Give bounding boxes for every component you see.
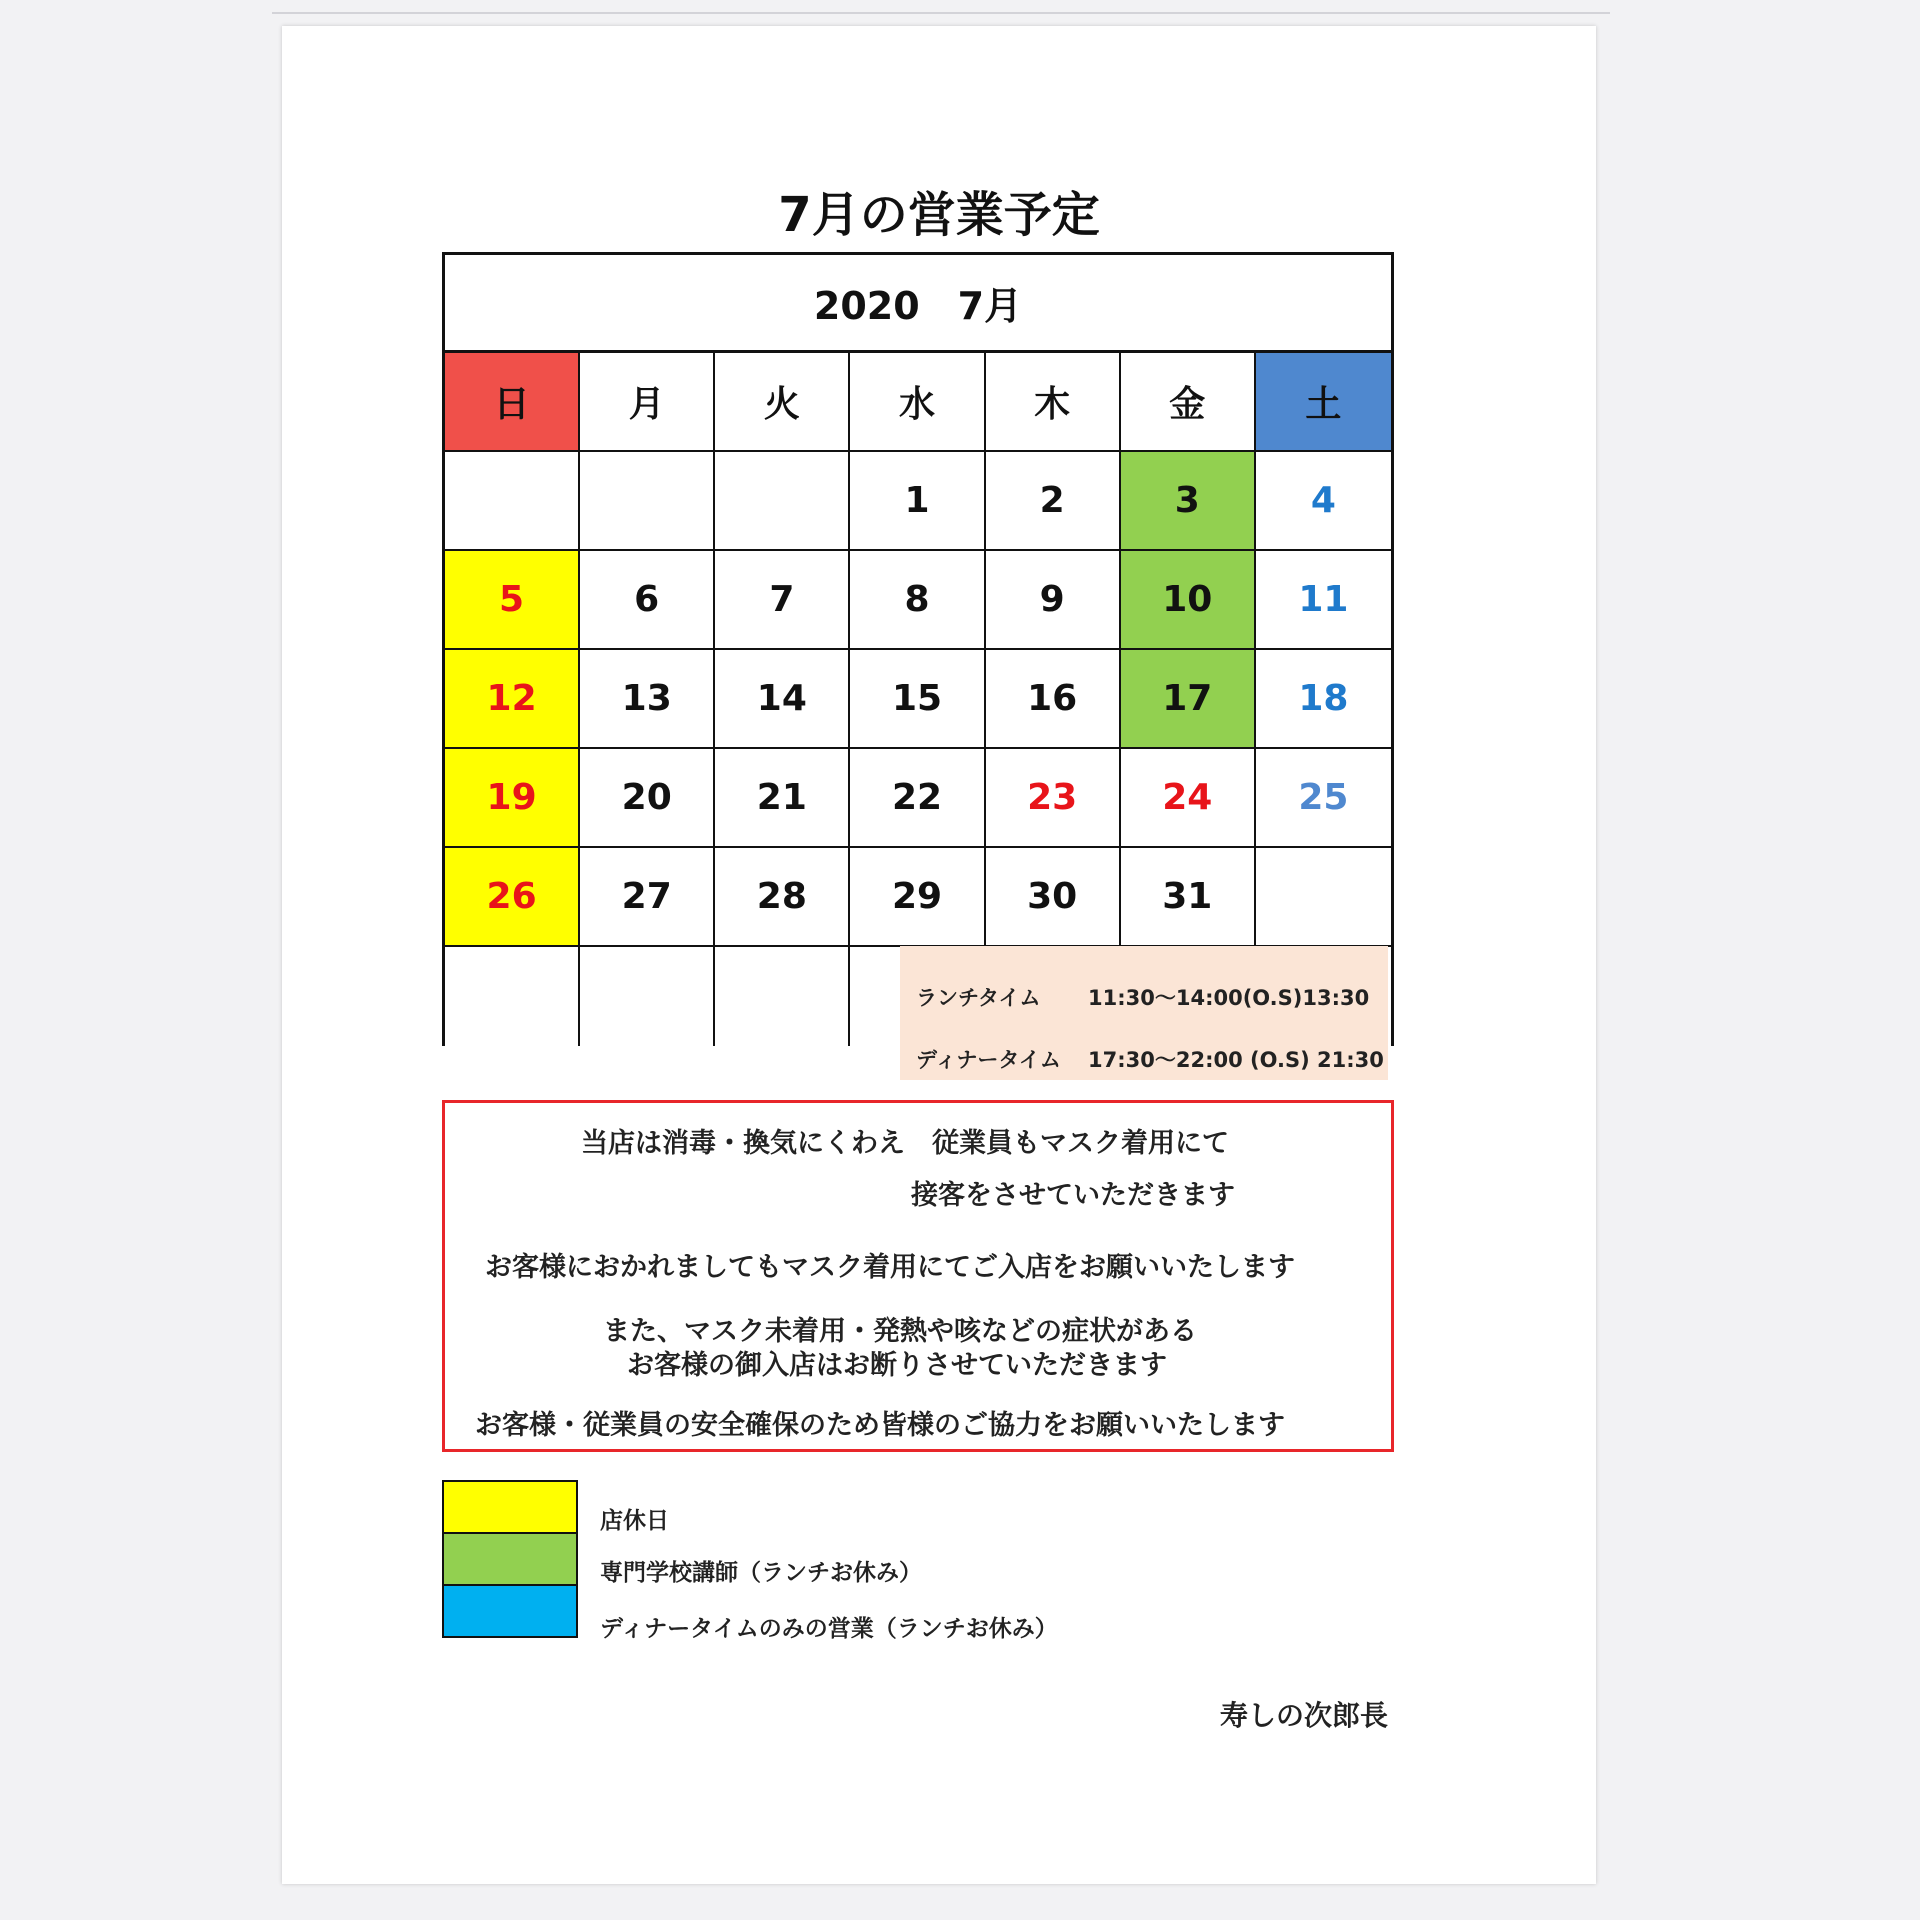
calendar-day-cell: 17 [1121, 650, 1256, 749]
notice-line-1: 当店は消毒・換気にくわえ 従業員もマスク着用にて [581, 1128, 1229, 1159]
calendar-month-header: 2020 7月 [445, 255, 1391, 353]
top-divider [272, 12, 1610, 14]
calendar-day-cell: 14 [715, 650, 850, 749]
calendar-day-cell: 12 [445, 650, 580, 749]
calendar-day-cell: 3 [1121, 452, 1256, 551]
legend-label-lecturer: 専門学校講師（ランチお休み） [600, 1560, 922, 1586]
weekday-header: 金 [1121, 353, 1256, 452]
calendar-day-cell [715, 947, 850, 1046]
calendar-day-cell [580, 452, 715, 551]
legend-label-closed: 店休日 [600, 1508, 669, 1534]
calendar-day-cell: 18 [1256, 650, 1391, 749]
legend-label-dinner-only: ディナータイムのみの営業（ランチお休み） [600, 1616, 1058, 1642]
covid-notice-box [442, 1100, 1394, 1452]
calendar-day-cell: 2 [986, 452, 1121, 551]
calendar-day-cell: 5 [445, 551, 580, 650]
lunch-hours-row [916, 982, 1369, 1012]
calendar-day-cell: 8 [850, 551, 985, 650]
dinner-hours-row [916, 1044, 1384, 1074]
calendar-day-cell: 15 [850, 650, 985, 749]
calendar-day-cell: 31 [1121, 848, 1256, 947]
business-hours-box [900, 946, 1388, 1080]
calendar-day-cell [445, 947, 580, 1046]
calendar-day-cell: 24 [1121, 749, 1256, 848]
calendar-day-cell [445, 452, 580, 551]
shop-signature: 寿しの次郎長 [1219, 1699, 1388, 1732]
calendar-day-cell: 20 [580, 749, 715, 848]
notice-line-6: お客様・従業員の安全確保のため皆様のご協力をお願いいたします [475, 1410, 1285, 1441]
weekday-header: 水 [850, 353, 985, 452]
calendar-day-cell: 25 [1256, 749, 1391, 848]
calendar-day-cell [1256, 848, 1391, 947]
calendar-day-cell: 10 [1121, 551, 1256, 650]
notice-line-5: お客様の御入店はお断りさせていただきます [627, 1350, 1167, 1381]
calendar-day-cell: 29 [850, 848, 985, 947]
page-title: 7月の営業予定 [778, 187, 1100, 243]
weekday-header: 日 [445, 353, 580, 452]
weekday-header: 土 [1256, 353, 1391, 452]
calendar-day-cell: 19 [445, 749, 580, 848]
weekday-header: 火 [715, 353, 850, 452]
calendar-day-cell: 28 [715, 848, 850, 947]
lunch-label: ランチタイム [916, 986, 1041, 1010]
calendar-day-cell: 13 [580, 650, 715, 749]
calendar-day-cell: 7 [715, 551, 850, 650]
lunch-time: 11:30〜14:00(O.S)13:30 [1088, 986, 1370, 1010]
weekday-header: 木 [986, 353, 1121, 452]
legend-swatch-closed [442, 1480, 578, 1534]
dinner-time: 17:30〜22:00 (O.S) 21:30 [1088, 1048, 1384, 1072]
calendar-day-cell: 4 [1256, 452, 1391, 551]
calendar-day-cell: 22 [850, 749, 985, 848]
legend-swatch-dinner-only [442, 1584, 578, 1638]
legend-swatch-lecturer [442, 1532, 578, 1586]
calendar-day-cell: 6 [580, 551, 715, 650]
calendar-day-cell: 21 [715, 749, 850, 848]
calendar-day-cell [715, 452, 850, 551]
document-page [282, 26, 1596, 1884]
calendar-day-cell: 27 [580, 848, 715, 947]
calendar-grid [445, 353, 1391, 1046]
notice-line-3: お客様におかれましてもマスク着用にてご入店をお願いいたします [485, 1252, 1295, 1283]
notice-line-2: 接客をさせていただきます [911, 1180, 1235, 1211]
calendar-day-cell: 1 [850, 452, 985, 551]
notice-line-4: また、マスク未着用・発熱や咳などの症状がある [603, 1316, 1197, 1347]
calendar-day-cell: 11 [1256, 551, 1391, 650]
dinner-label: ディナータイム [916, 1048, 1061, 1072]
calendar-day-cell: 26 [445, 848, 580, 947]
weekday-header: 月 [580, 353, 715, 452]
calendar-day-cell: 16 [986, 650, 1121, 749]
calendar-day-cell [580, 947, 715, 1046]
calendar-day-cell: 9 [986, 551, 1121, 650]
calendar-day-cell: 23 [986, 749, 1121, 848]
calendar [442, 252, 1394, 1046]
calendar-day-cell: 30 [986, 848, 1121, 947]
